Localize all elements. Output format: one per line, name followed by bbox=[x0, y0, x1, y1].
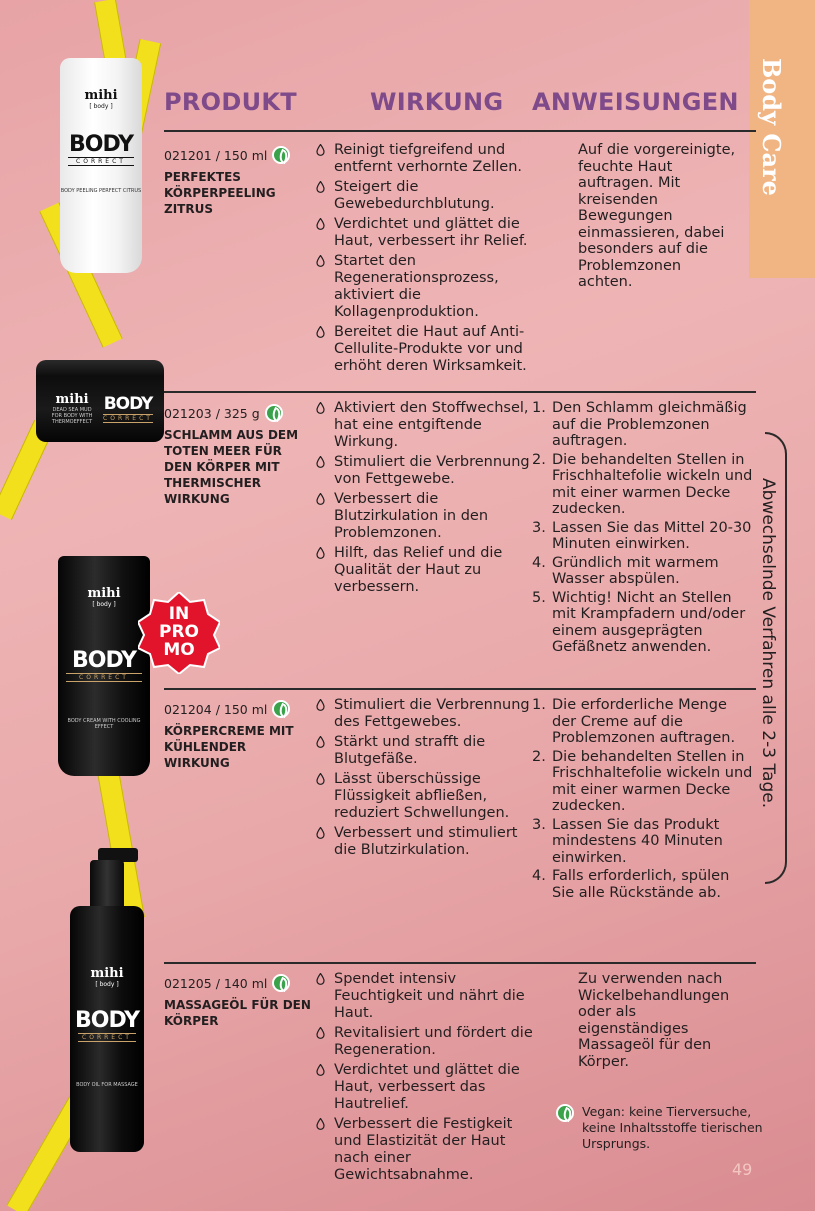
product-info bbox=[164, 700, 312, 771]
effect-item: Spendet intensiv Feuchtigkeit und nährt die Haut. bbox=[316, 971, 536, 1022]
instructions-list bbox=[532, 697, 754, 903]
brand-logo: mihi bbox=[84, 88, 118, 103]
product-code: 021204 / 150 ml bbox=[164, 701, 268, 717]
effects-list bbox=[316, 971, 536, 1187]
product-name: KÖRPERCREME MIT KÜHLENDER WIRKUNG bbox=[164, 724, 294, 770]
vegan-leaf-icon bbox=[272, 974, 290, 992]
product-info bbox=[164, 974, 312, 1029]
instructions-text: Auf die vorgereinigte, feuchte Haut auftragen. Mit kreisenden Bewegungen einmassieren, dabei besonders auf die Problemzonen achten. bbox=[578, 142, 736, 290]
drop-icon bbox=[316, 736, 325, 748]
instruction-item: 1. Den Schlamm gleichmäßig auf die Problemzonen auftragen. bbox=[532, 400, 747, 449]
effect-item: Steigert die Gewebedurchblutung. bbox=[316, 179, 536, 213]
instruction-item: 4. Gründlich mit warmem Wasser abspülen. bbox=[532, 554, 719, 587]
instruction-item: 5. Wichtig! Nicht an Stellen mit Krampfadern und/oder einem ausgeprägten Gefäßnetz anwenden. bbox=[532, 589, 746, 655]
product-code: 021203 / 325 g bbox=[164, 405, 260, 421]
instructions-list bbox=[532, 400, 754, 658]
product-image-mud: mihi DEAD SEA MUD FOR BODY WITH THERMOEFFECT BODY CORRECT bbox=[36, 360, 164, 442]
product-image-peeling: mihi [ body ] BODY CORRECT BODY PEELING PERFECT CITRUS bbox=[60, 58, 142, 273]
drop-icon bbox=[316, 973, 325, 985]
product-info bbox=[164, 146, 312, 217]
header-wirkung: WIRKUNG bbox=[370, 88, 504, 116]
drop-icon bbox=[316, 493, 325, 505]
effect-item: Verbessert die Blutzirkulation in den Problemzonen. bbox=[316, 491, 536, 542]
effect-item: Lässt überschüssige Flüssigkeit abfließen, reduziert Schwellungen. bbox=[316, 771, 536, 822]
drop-icon bbox=[316, 181, 325, 193]
drop-icon bbox=[316, 773, 325, 785]
divider bbox=[164, 130, 756, 132]
drop-icon bbox=[316, 1027, 325, 1039]
divider bbox=[164, 962, 756, 964]
effect-item: Verbessert die Festigkeit und Elastizität der Haut nach einer Gewichtsabnahme. bbox=[316, 1116, 536, 1184]
bottle-neck bbox=[90, 860, 124, 910]
instruction-item: 3. Lassen Sie das Produkt mindestens 40 Minuten einwirken. bbox=[532, 816, 723, 866]
effects-list bbox=[316, 142, 536, 378]
instruction-item: 3. Lassen Sie das Mittel 20-30 Minuten einwirken. bbox=[532, 519, 752, 552]
drop-icon bbox=[316, 326, 325, 338]
vegan-leaf-icon bbox=[272, 700, 290, 718]
vegan-leaf-icon bbox=[265, 404, 283, 422]
section-tab-label: Body Care bbox=[757, 58, 786, 196]
drop-icon bbox=[316, 547, 325, 559]
effect-item: Aktiviert den Stoffwechsel, hat eine entgiftende Wirkung. bbox=[316, 400, 536, 451]
effect-item: Verbessert und stimuliert die Blutzirkulation. bbox=[316, 825, 536, 859]
effect-item: Verdichtet und glättet die Haut, verbessert das Hautrelief. bbox=[316, 1062, 536, 1113]
product-image-cream: mihi [ body ] BODY CORRECT BODY CREAM WITH COOLING EFFECT bbox=[58, 556, 150, 776]
product-name: MASSAGEÖL FÜR DEN KÖRPER bbox=[164, 998, 311, 1028]
product-info bbox=[164, 404, 312, 507]
effect-item: Hilft, das Relief und die Qualität der Haut zu verbessern. bbox=[316, 545, 536, 596]
vegan-leaf-icon bbox=[556, 1104, 574, 1122]
header-produkt: PRODUKT bbox=[164, 88, 297, 116]
instruction-item: 1. Die erforderliche Menge der Creme auf die Problemzonen auftragen. bbox=[532, 697, 736, 746]
effect-item: Startet den Regenerationsprozess, aktiviert die Kollagenproduktion. bbox=[316, 253, 536, 321]
drop-icon bbox=[316, 456, 325, 468]
instruction-item: 2. Die behandelten Stellen in Frischhaltefolie wickeln und mit einer warmen Decke zudecken. bbox=[532, 451, 753, 517]
drop-icon bbox=[316, 1064, 325, 1076]
alternating-procedures-note: Abwechselnde Verfahren alle 2-3 Tage. bbox=[758, 478, 778, 809]
promo-badge bbox=[138, 592, 220, 674]
product-image-oil: mihi [ body ] BODY CORRECT BODY OIL FOR MASSAGE bbox=[70, 906, 144, 1152]
effect-item: Revitalisiert und fördert die Regeneration. bbox=[316, 1025, 536, 1059]
effect-item: Bereitet die Haut auf Anti-Cellulite-Produkte vor und erhöht deren Wirksamkeit. bbox=[316, 324, 536, 375]
divider bbox=[164, 688, 756, 690]
header-anweisungen: ANWEISUNGEN bbox=[532, 88, 739, 116]
instruction-item: 2. Die behandelten Stellen in Frischhaltefolie wickeln und mit einer warmen Decke zudecken. bbox=[532, 748, 753, 814]
page-number: 49 bbox=[732, 1160, 753, 1179]
drop-icon bbox=[316, 255, 325, 267]
drop-icon bbox=[316, 827, 325, 839]
product-name: SCHLAMM AUS DEM TOTEN MEER FÜR DEN KÖRPER MIT THERMISCHER WIRKUNG bbox=[164, 428, 299, 506]
product-code: 021201 / 150 ml bbox=[164, 147, 268, 163]
effect-item: Verdichtet und glättet die Haut, verbessert ihr Relief. bbox=[316, 216, 536, 250]
vegan-note: Vegan: keine Tierversuche, keine Inhaltsstoffe tierischen Ursprungs. bbox=[556, 1104, 766, 1152]
drop-icon bbox=[316, 144, 325, 156]
effect-item: Stimuliert die Verbrennung von Fettgewebe. bbox=[316, 454, 536, 488]
effect-item: Stimuliert die Verbrennung des Fettgewebes. bbox=[316, 697, 536, 731]
drop-icon bbox=[316, 699, 325, 711]
instruction-item: 4. Falls erforderlich, spülen Sie alle Rückstände ab. bbox=[532, 868, 730, 901]
product-name: PERFEKTES KÖRPERPEELING ZITRUS bbox=[164, 170, 276, 216]
section-tab bbox=[749, 0, 815, 278]
promo-line-3: MO bbox=[163, 640, 195, 660]
drop-icon bbox=[316, 218, 325, 230]
drop-icon bbox=[316, 1118, 325, 1130]
promo-line-1: IN bbox=[168, 604, 190, 624]
product-code: 021205 / 140 ml bbox=[164, 975, 268, 991]
effects-list bbox=[316, 697, 536, 862]
instructions-text: Zu verwenden nach Wickelbehandlungen oder als eigenständiges Massageöl für den Körper. bbox=[578, 971, 730, 1070]
drop-icon bbox=[316, 402, 325, 414]
divider bbox=[164, 391, 756, 393]
effects-list bbox=[316, 400, 536, 599]
promo-line-2: PRO bbox=[158, 622, 199, 642]
vegan-leaf-icon bbox=[272, 146, 290, 164]
effect-item: Reinigt tiefgreifend und entfernt verhornte Zellen. bbox=[316, 142, 536, 176]
effect-item: Stärkt und strafft die Blutgefäße. bbox=[316, 734, 536, 768]
